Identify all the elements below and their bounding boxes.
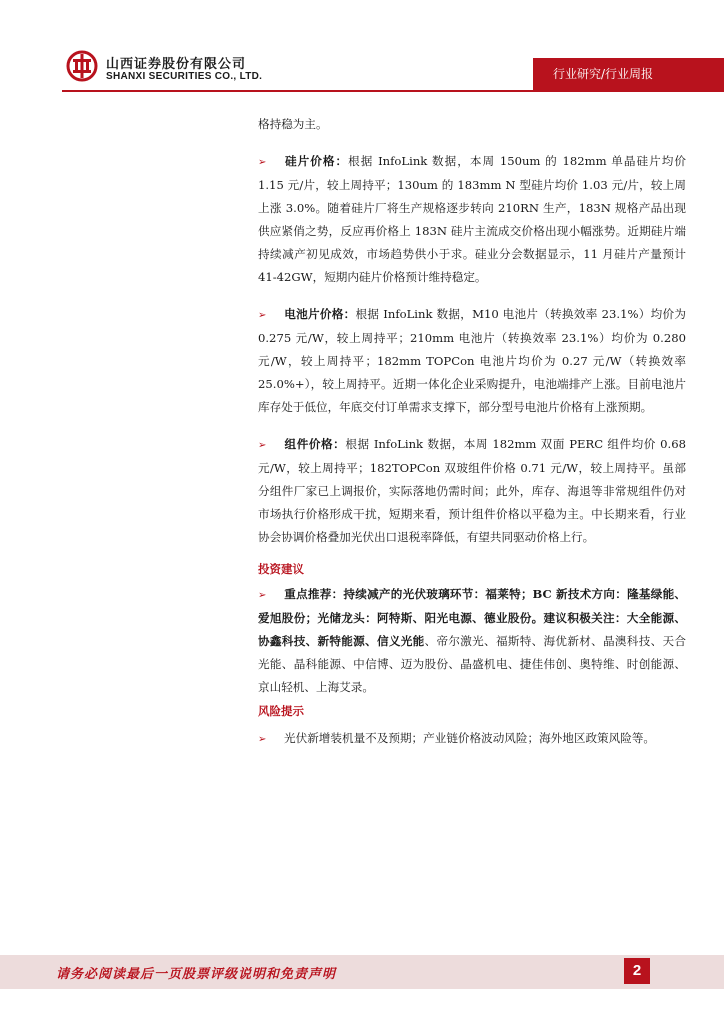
invest-bold-text: 重点推荐：持续减产的光伏玻璃环节：福莱特；BC 新技术方向：隆基绿能、爱旭股份；光储龙头：阿特斯、阳光电源、德业股份。建议积极关注：大全能源、协鑫科技、新特能源、信义光能 [258, 587, 686, 648]
intro-paragraph: 格持稳为主。 [258, 117, 328, 131]
invest-section-title: 投资建议 [258, 562, 304, 576]
wafer-price-label: 硅片价格： [284, 154, 349, 168]
risk-paragraph [258, 727, 686, 751]
module-price-label: 组件价格： [284, 437, 346, 451]
invest-normal-text: 、帝尔激光、福斯特、海优新材、晶澳科技、天合光能、晶科能源、中信博、迈为股份、晶盛机电、捷佳伟创、奥特维、时创能源、京山轻机、上海艾录。 [258, 634, 686, 694]
arrowhead-bullet-icon: ➢ [258, 157, 267, 168]
arrowhead-bullet-icon: ➢ [258, 590, 267, 601]
arrowhead-bullet-icon: ➢ [258, 734, 267, 745]
module-price-paragraph [258, 433, 686, 549]
company-name-cn: 山西证券股份有限公司 [106, 57, 247, 72]
wafer-price-text: 根据 InfoLink 数据，本周 150um 的 182mm 单晶硅片均价 1.15 元/片，较上周持平；130um 的 183mm N 型硅片均价 1.03 元/片，较上周上涨 3.0%。随着硅片厂将生产规格逐步转向 210RN 生产，183N 规格产品出现供应紧俏之势，反应再价格上 183N 硅片主流成交价格出现小幅涨势。近期硅片端持续减产初见成效，市场趋势供小于求。硅业分会数据显示，11 月硅片产量预计 41-42GW，短期内硅片价格预计维持稳定。 [258, 154, 686, 284]
cell-price-text: 根据 InfoLink 数据，M10 电池片（转换效率 23.1%）均价为 0.275 元/W，较上周持平；210mm 电池片（转换效率 23.1%）均价为 0.280 元/W，较上周持平；182mm TOPCon 电池片均价为 0.27 元/W（转换效率 25.0%+），较上周持平。近期一体化企业采购提升，电池端排产上涨。目前电池片库存处于低位，年底交付订单需求支撑下，部分型号电池片价格有上涨预期。 [258, 307, 686, 414]
risk-section-title: 风险提示 [258, 704, 304, 718]
company-name-en: SHANXI SECURITIES CO., LTD. [106, 71, 263, 82]
header-divider [62, 90, 724, 92]
page-number: 2 [624, 958, 650, 984]
module-price-text: 根据 InfoLink 数据，本周 182mm 双面 PERC 组件均价 0.68 元/W，较上周持平；182TOPCon 双玻组件价格 0.71 元/W，较上周持平。虽部分组件厂家已上调报价，实际落地仍需时间；此外，库存、海退等非常规组件仍对市场执行价格形成干扰，短期来看，预计组件价格以平稳为主。中长期来看，行业协会协调价格叠加光伏出口退税率降低，有望共同驱动价格上行。 [258, 437, 686, 544]
page-header [0, 0, 724, 100]
wafer-price-paragraph [258, 150, 686, 289]
arrowhead-bullet-icon: ➢ [258, 440, 267, 451]
main-content [258, 113, 686, 751]
risk-text: 光伏新增装机量不及预期；产业链价格波动风险；海外地区政策风险等。 [284, 731, 656, 745]
invest-paragraph [258, 583, 686, 699]
report-type-label: 行业研究/行业周报 [553, 67, 654, 81]
cell-price-paragraph [258, 303, 686, 419]
footer-disclaimer: 请务必阅读最后一页股票评级说明和免责声明 [56, 967, 337, 982]
company-logo-icon [66, 50, 98, 82]
arrowhead-bullet-icon: ➢ [258, 310, 267, 321]
cell-price-label: 电池片价格： [284, 307, 356, 321]
